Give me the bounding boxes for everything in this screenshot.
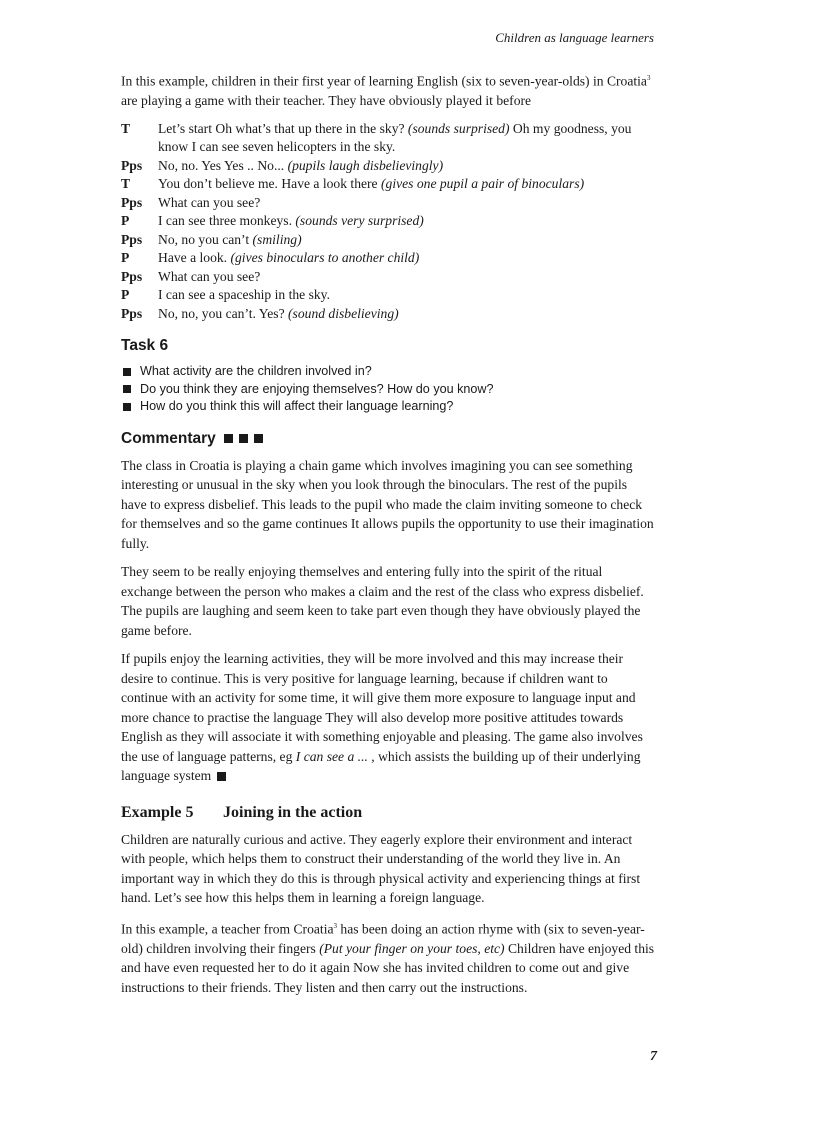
page-body <box>121 69 656 1006</box>
page-number: 7 <box>650 1049 657 1064</box>
dialogue-line <box>121 286 656 305</box>
speaker-label: P <box>121 250 130 266</box>
dialogue-text: You don’t believe me. Have a look there (gives one pupil a pair of binoculars) <box>158 176 585 192</box>
dialogue-text: No, no, you can’t. Yes? (sound disbelieving) <box>158 305 399 321</box>
running-head: Children as language learners <box>495 30 654 45</box>
dialogue-line <box>121 249 656 268</box>
task-question: Do you think they are enjoying themselves? How do you know? <box>121 381 656 399</box>
dialogue-line <box>121 194 656 213</box>
commentary-paragraph: The class in Croatia is playing a chain game which involves imagining you can see something interesting or unusual in the sky when you look through the binoculars. The rest of the pupils have to express disbelief. This leads to the pupil who made the claim inviting someone to check for themselves and so the game continues It allows pupils the opportunity to use their imagination fully. <box>121 457 654 551</box>
example-paragraph: Children are naturally curious and active. They eagerly explore their environment and interact with people, which helps them to construct their understanding of the world they live in. An important way in which they do this is through physical activity and experiencing things at first hand. Let’s see how this helps them in learning a foreign language. <box>121 831 641 906</box>
dialogue-line <box>121 305 656 324</box>
stage-direction: (pupils laugh disbelievingly) <box>287 157 444 173</box>
bullet-square-icon <box>123 403 131 411</box>
speaker-label: Pps <box>121 231 143 247</box>
dialogue-text: No, no. Yes Yes .. No... (pupils laugh disbelievingly) <box>158 157 444 173</box>
dialogue-line <box>121 268 656 287</box>
stage-direction: (sound disbelieving) <box>288 305 399 321</box>
dialogue-line <box>121 212 656 231</box>
speaker-label: T <box>121 176 131 192</box>
commentary-squares-icon <box>224 434 263 443</box>
intro-paragraph: In this example, children in their first year of learning English (six to seven-year-olds) in Croatia$^3$ are playing a game with their teacher. They have obviously played it before <box>121 73 651 109</box>
dialogue <box>121 120 656 324</box>
example-heading <box>121 804 656 822</box>
task-heading: Task 6 <box>121 337 169 355</box>
speaker-label: T <box>121 120 131 136</box>
stage-direction: (sounds surprised) <box>407 120 510 136</box>
task-question: How do you think this will affect their language learning? <box>121 398 656 416</box>
speaker-label: Pps <box>121 305 143 321</box>
dialogue-line <box>121 157 656 176</box>
dialogue-text: What can you see? <box>158 268 261 284</box>
commentary-heading: Commentary <box>121 430 656 448</box>
commentary-paragraph: If pupils enjoy the learning activities, they will be more involved and this may increase their desire to continue. This is very positive for language learning, because if children want to continue with an activity for some time, it will give them more exposure to language input and more chance to practise the language They will also develop more positive attitudes towards English as they will associate it with something enjoyable and pleasing. The game also involves the use of language patterns, eg I can see a ... , which assists the building up of their underlying language system <box>121 651 643 784</box>
example-title: Joining in the action <box>223 803 363 821</box>
stage-direction: (gives binoculars to another child) <box>230 250 420 266</box>
speaker-label: Pps <box>121 194 143 210</box>
dialogue-text: Have a look. (gives binoculars to another child) <box>158 250 420 266</box>
dialogue-text: What can you see? <box>158 194 261 210</box>
example-number: Example 5 <box>121 803 194 821</box>
task-questions <box>121 363 656 416</box>
dialogue-text: I can see a spaceship in the sky. <box>158 287 330 303</box>
bullet-square-icon <box>123 385 131 393</box>
task-question: What activity are the children involved in? <box>121 363 656 381</box>
stage-direction: (sounds very surprised) <box>295 213 424 229</box>
dialogue-line <box>121 120 656 157</box>
bullet-square-icon <box>123 368 131 376</box>
speaker-label: P <box>121 213 130 229</box>
speaker-label: P <box>121 287 130 303</box>
stage-direction: (smiling) <box>252 231 302 247</box>
stage-direction: (gives one pupil a pair of binoculars) <box>381 176 585 192</box>
example-paragraph: In this example, a teacher from Croatia$^3$ has been doing an action rhyme with (six to seven-year-old) children involving their fingers (Put your finger on your toes, etc) Children have enjoyed this and have even requested her to do it again Now she has invited children to come out and give instructions to their friends. They listen and then carry out the instructions. <box>121 921 655 995</box>
commentary-paragraph: They seem to be really enjoying themselves and entering fully into the spirit of the ritual exchange between the person who makes a claim and the rest of the class who express disbelief. The pupils are laughing and seem keen to take part even though they have obviously played the game before. <box>121 564 644 638</box>
end-square-icon <box>217 772 226 781</box>
dialogue-line <box>121 175 656 194</box>
speaker-label: Pps <box>121 268 143 284</box>
dialogue-text: No, no you can’t (smiling) <box>158 231 302 247</box>
dialogue-text: I can see three monkeys. (sounds very surprised) <box>158 213 424 229</box>
dialogue-line <box>121 231 656 250</box>
dialogue-text: Let’s start Oh what’s that up there in the sky? (sounds surprised) Oh my goodness, you know I can see seven helicopters in the sky. <box>158 120 632 155</box>
speaker-label: Pps <box>121 157 143 173</box>
